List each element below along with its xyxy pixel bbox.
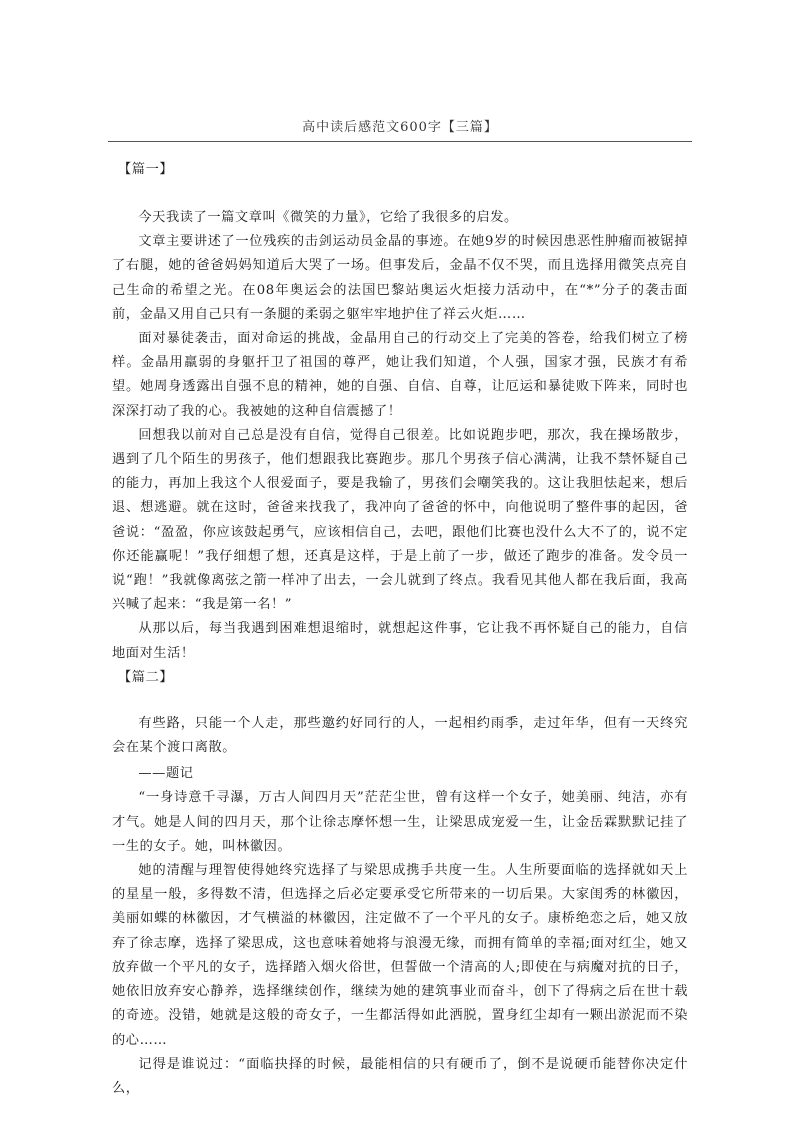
paragraph: 今天我读了一篇文章叫《微笑的力量》，它给了我很多的启发。 [138, 210, 518, 225]
epigraph: 有些路，只能一个人走，那些邀约好同行的人，一起相约雨季，走过年华，但有一天终究会在某个渡口离散。 [112, 715, 688, 756]
title-divider [108, 141, 692, 142]
paragraph: 面对暴徒袭击，面对命运的挑战，金晶用自己的行动交上了完美的答卷，给我们树立了榜样。金晶用羸弱的身躯扞卫了祖国的尊严，她让我们知道，个人强，国家才强，民族才有希望。她周身透露出自强不息的精神，她的自强、自信、自尊，让厄运和暴徒败下阵来，同时也深深打动了我的心。我被她的这种自信震撼了！ [112, 331, 688, 419]
section-heading-2: 【篇二】 [118, 669, 174, 685]
section-heading-1: 【篇一】 [118, 162, 174, 177]
paragraph: 文章主要讲述了一位残疾的击剑运动员金晶的事迹。在她9岁的时候因患恶性肿瘤而被锯掉了右腿，她的爸爸妈妈知道后大哭了一场。但事发后，金晶不仅不哭，而且选择用微笑点亮自己生命的希望之光。在08年奥运会的法国巴黎站奥运火炬接力活动中，在“*”分子的袭击面前，金晶又用自己只有一条腿的柔弱之躯牢牢地护住了祥云火炬…… [112, 234, 688, 322]
paragraph: 她的清醒与理智使得她终究选择了与梁思成携手共度一生。人生所要面临的选择就如天上的星星一般，多得数不清，但选择之后必定要承受它所带来的一切后果。大家闺秀的林徽因，美丽如蝶的林徽因，才气横溢的林徽因，注定做不了一个平凡的女子。康桥绝恋之后，她又放弃了徐志摩，选择了梁思成，这也意味着她将与浪漫无缘，而拥有简单的幸福;面对红尘，她又放弃做一个平凡的女子，选择踏入烟火俗世，但誓做一个清高的人;即使在与病魔对抗的日子，她依旧放弃安心静养，选择继续创作，继续为她的建筑事业而奋斗，创下了得病之后在世十载的奇迹。没错，她就是这般的奇女子，一生都活得如此洒脱，置身红尘却有一颗出淤泥而不染的心…… [112, 863, 688, 1048]
paragraph: 回想我以前对自己总是没有自信，觉得自己很差。比如说跑步吧，那次，我在操场散步，遇到了几个陌生的男孩子，他们想跟我比赛跑步。那几个男孩子信心满满，让我不禁怀疑自己的能力，再加上我这个人很爱面子，要是我输了，男孩们会嘲笑我的。这让我胆怯起来，想后退、想逃避。就在这时，爸爸来找我了，我冲向了爸爸的怀中，向他说明了整件事的起因，爸爸说：“盈盈，你应该鼓起勇气，应该相信自己，去吧，跟他们比赛也没什么大不了的，说不定你还能赢呢！”我仔细想了想，还真是这样，于是上前了一步，做还了跑步的准备。发令员一说“跑！”我就像离弦之箭一样冲了出去，一会儿就到了终点。我看见其他人都在我后面，我高兴喊了起来：“我是第一名！” [112, 427, 688, 613]
epigraph-attribution: ——题记 [138, 766, 194, 782]
document-body [112, 158, 688, 1101]
document-title: 高中读后感范文600字【三篇】 [302, 120, 498, 135]
paragraph: 记得是谁说过：“面临抉择的时候，最能相信的只有硬币了，倒不是说硬币能替你决定什么， [112, 1056, 688, 1096]
paragraph: 从那以后，每当我遇到困难想退缩时，就想起这件事，它让我不再怀疑自己的能力，自信地面对生活！ [112, 621, 688, 661]
paragraph: “一身诗意千寻瀑，万古人间四月天”茫茫尘世，曾有这样一个女子，她美丽、纯洁，亦有才气。她是人间的四月天，那个让徐志摩怀想一生，让梁思成宠爱一生，让金岳霖默默记挂了一生的女子。她，叫林徽因。 [112, 790, 688, 854]
